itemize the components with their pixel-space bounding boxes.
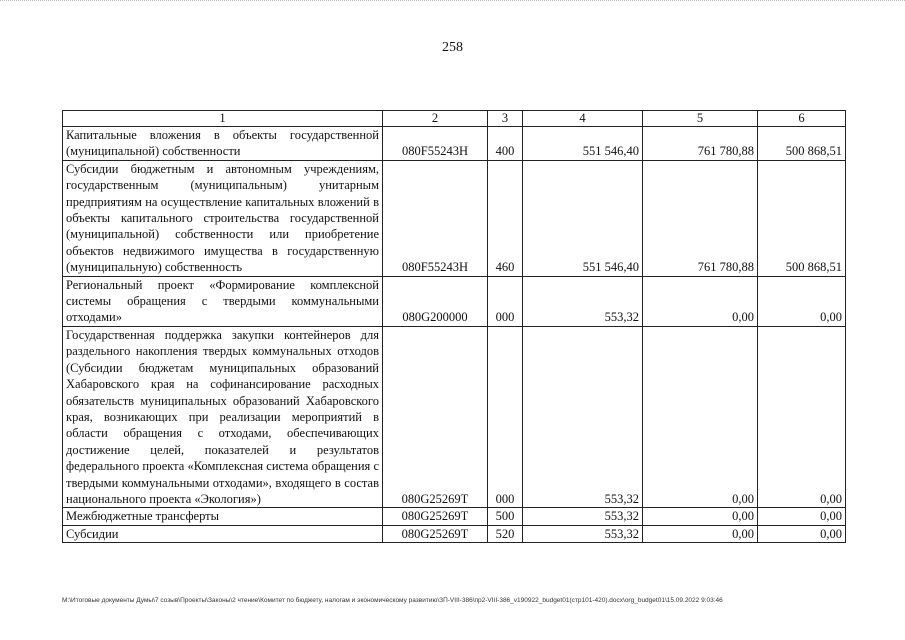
target-article-code: 080G25269Т: [383, 326, 488, 507]
expense-type-code: 500: [488, 508, 523, 525]
amount-col5: 0,00: [643, 276, 758, 326]
amount-col6: 500 868,51: [758, 160, 846, 276]
column-header: 2: [383, 111, 488, 127]
target-article-code: 080F55243Н: [383, 160, 488, 276]
column-header: 1: [63, 111, 383, 127]
expense-name: Капитальные вложения в объекты государственной (муниципальной) собственности: [63, 127, 383, 161]
table-row: [63, 508, 846, 525]
table-row: [63, 276, 846, 326]
amount-col6: 0,00: [758, 525, 846, 542]
expense-name: Субсидии бюджетным и автономным учреждениям, государственным (муниципальным) унитарным предприятиям на осуществление капитальных вложений в объекты капитального строительства государственной (муниципальной) собственности или приобретение объектов недвижимого имущества в государственную (муниципальную) собственность: [63, 160, 383, 276]
table-row: [63, 525, 846, 542]
table-row: [63, 127, 846, 161]
table-row: [63, 326, 846, 507]
expense-name: Региональный проект «Формирование комплексной системы обращения с твердыми коммунальными отходами»: [63, 276, 383, 326]
expense-type-code: 400: [488, 127, 523, 161]
amount-col5: 0,00: [643, 508, 758, 525]
amount-col6: 0,00: [758, 276, 846, 326]
expense-type-code: 000: [488, 326, 523, 507]
page-number: 258: [442, 40, 463, 55]
amount-col6: 500 868,51: [758, 127, 846, 161]
column-header: 3: [488, 111, 523, 127]
amount-col4: 553,32: [523, 525, 643, 542]
target-article-code: 080F55243Н: [383, 127, 488, 161]
expense-name: Межбюджетные трансферты: [63, 508, 383, 525]
expense-type-code: 520: [488, 525, 523, 542]
table-row: [63, 160, 846, 276]
amount-col4: 553,32: [523, 508, 643, 525]
amount-col4: 551 546,40: [523, 127, 643, 161]
document-file-path-footer: M:\Итоговые документы Думы\7 созыв\Проекты\Законы\2 чтение\Комитет по бюджету, налогам и экономическому развитию\ЗП-VIII-386\пр2-VIII-386_v190922_budget01(стр101-420).docx\org_budget01\15.09.2022 9:03:46: [62, 597, 723, 604]
amount-col5: 0,00: [643, 326, 758, 507]
amount-col4: 553,32: [523, 326, 643, 507]
amount-col5: 761 780,88: [643, 127, 758, 161]
expense-type-code: 000: [488, 276, 523, 326]
column-header: 4: [523, 111, 643, 127]
expense-name: Государственная поддержка закупки контейнеров для раздельного накопления твердых коммунальных отходов (Субсидии бюджетам муниципальных образований Хабаровского края на софинансирование расходных обязательств муниципальных образований Хабаровского края, возникающих при реализации мероприятий в области обращения с отходами, обеспечивающих достижение целей, показателей и результатов федерального проекта «Комплексная система обращения с твердыми коммунальными отходами», входящего в состав национального проекта «Экология»): [63, 326, 383, 507]
expense-name: Субсидии: [63, 525, 383, 542]
budget-table: [62, 110, 846, 543]
column-header: 5: [643, 111, 758, 127]
amount-col6: 0,00: [758, 326, 846, 507]
column-header: 6: [758, 111, 846, 127]
target-article-code: 080G25269Т: [383, 508, 488, 525]
amount-col5: 761 780,88: [643, 160, 758, 276]
amount-col6: 0,00: [758, 508, 846, 525]
amount-col4: 551 546,40: [523, 160, 643, 276]
target-article-code: 080G25269Т: [383, 525, 488, 542]
page-top-edge: [0, 0, 905, 3]
expense-type-code: 460: [488, 160, 523, 276]
amount-col4: 553,32: [523, 276, 643, 326]
table-header-row: [63, 111, 846, 127]
target-article-code: 080G200000: [383, 276, 488, 326]
amount-col5: 0,00: [643, 525, 758, 542]
